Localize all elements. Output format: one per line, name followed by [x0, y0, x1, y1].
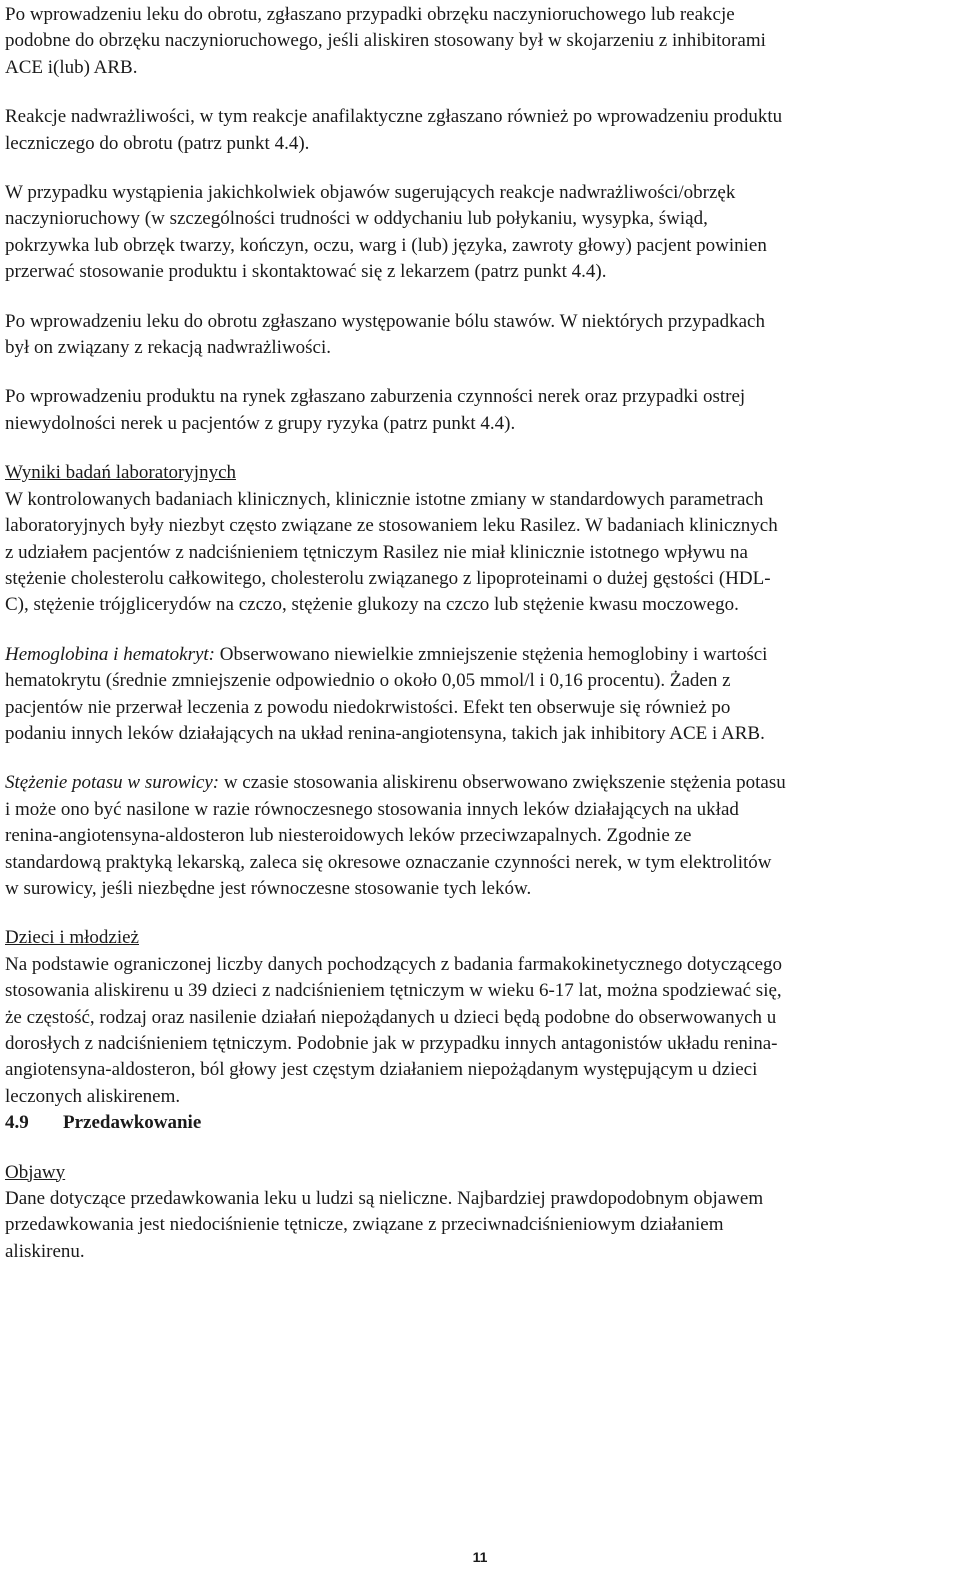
- text-line: Dane dotyczące przedawkowania leku u ludzi są nieliczne. Najbardziej prawdopodobnym objawem: [5, 1188, 764, 1210]
- text-line: ACE i(lub) ARB.: [5, 56, 138, 78]
- section-symptoms: [5, 1160, 953, 1266]
- text-line: pokrzywka lub obrzęk twarzy, kończyn, oczu, warg i (lub) języka, zawroty głowy) pacjent powinien: [5, 234, 767, 256]
- text-line: pacjentów nie przerwał leczenia z powodu niedokrwistości. Efekt ten obserwuje się również po: [5, 696, 731, 718]
- text-line: laboratoryjnych były niezbyt często związane ze stosowaniem leku Rasilez. W badaniach klinicznych: [5, 515, 778, 537]
- text-line: Po wprowadzeniu produktu na rynek zgłaszano zaburzenia czynności nerek oraz przypadki ostrej: [5, 386, 746, 408]
- document-page: [5, 0, 953, 1265]
- paragraph-symptoms-advice: [5, 180, 953, 286]
- potassium-label: Stężenie potasu w surowicy:: [5, 772, 220, 794]
- text-line: leczniczego do obrotu (patrz punkt 4.4).: [5, 132, 310, 154]
- text-line: angiotensyna-aldosteron, ból głowy jest częstym działaniem niepożądanym występującym u dzieci: [5, 1059, 758, 1081]
- section-children: [5, 925, 953, 1110]
- section-heading-overdose: [5, 1110, 953, 1136]
- potassium-first-line: w czasie stosowania aliskirenu obserwowano zwiększenie stężenia potasu: [219, 772, 786, 794]
- children-heading: Dzieci i młodzież: [5, 927, 139, 949]
- symptoms-heading: Objawy: [5, 1161, 66, 1183]
- text-line: Po wprowadzeniu leku do obrotu zgłaszano występowanie bólu stawów. W niektórych przypadkach: [5, 310, 765, 332]
- hemoglobin-label: Hemoglobina i hematokryt:: [5, 643, 216, 665]
- text-line: z udziałem pacjentów z nadciśnieniem tętniczym Rasilez nie miał klinicznie istotnego wpływu na: [5, 541, 748, 563]
- paragraph-hypersensitivity: [5, 104, 953, 157]
- text-line: w surowicy, jeśli niezbędne jest równoczesne stosowanie tych leków.: [5, 877, 532, 899]
- paragraph-renal: [5, 384, 953, 437]
- section-title: Przedawkowanie: [63, 1112, 202, 1134]
- text-line: że częstość, rodzaj oraz nasilenie działań niepożądanych u dzieci będą podobne do obserwowanych u: [5, 1006, 777, 1028]
- text-line: stężenie cholesterolu całkowitego, cholesterolu związanego z lipoproteinami o dużej gęstości (HDL-: [5, 567, 771, 589]
- paragraph-angioedema: [5, 2, 953, 81]
- text-line: leczonych aliskirenem.: [5, 1085, 181, 1107]
- hemoglobin-first-line: Obserwowano niewielkie zmniejszenie stężenia hemoglobiny i wartości: [215, 643, 768, 665]
- text-line: [5, 642, 953, 668]
- text-line: podaniu innych leków działających na układ renina-angiotensyna, takich jak inhibitory ACE i ARB.: [5, 722, 765, 744]
- text-line: przedawkowania jest niedociśnienie tętnicze, związane z przeciwnadciśnieniowym działaniem: [5, 1214, 724, 1236]
- text-line: stosowania aliskirenu u 39 dzieci z nadciśnieniem tętniczym w wieku 6-17 lat, można spodziewać się,: [5, 980, 782, 1002]
- section-lab-results: [5, 460, 953, 618]
- text-line: naczynioruchowy (w szczególności trudności w oddychaniu lub połykaniu, wysypka, świąd,: [5, 208, 708, 230]
- lab-results-heading: Wyniki badań laboratoryjnych: [5, 462, 237, 484]
- text-line: Na podstawie ograniczonej liczby danych pochodzących z badania farmakokinetycznego dotyczącego: [5, 953, 783, 975]
- text-line: aliskirenu.: [5, 1240, 85, 1262]
- section-number: 4.9: [5, 1112, 29, 1134]
- text-line: dorosłych z nadciśnieniem tętniczym. Podobnie jak w przypadku innych antagonistów układu renina-: [5, 1033, 778, 1054]
- text-line: był on związany z rekacją nadwrażliwości.: [5, 337, 332, 359]
- text-line: W przypadku wystąpienia jakichkolwiek objawów sugerujących reakcje nadwrażliwości/obrzęk: [5, 182, 736, 204]
- text-line: [5, 770, 953, 796]
- paragraph-hemoglobin: [5, 642, 953, 748]
- text-line: hematokrytu (średnie zmniejszenie odpowiednio o około 0,05 mmol/l i 0,16 procentu). Żaden z: [5, 670, 731, 692]
- text-line: Po wprowadzeniu leku do obrotu, zgłaszano przypadki obrzęku naczynioruchowego lub reakcje: [5, 4, 735, 25]
- text-line: C), stężenie trójglicerydów na czczo, stężenie glukozy na czczo lub stężenie kwasu moczowego.: [5, 594, 739, 616]
- text-line: niewydolności nerek u pacjentów z grupy ryzyka (patrz punkt 4.4).: [5, 412, 516, 434]
- paragraph-arthralgia: [5, 309, 953, 362]
- text-line: przerwać stosowanie produktu i skontaktować się z lekarzem (patrz punkt 4.4).: [5, 261, 607, 283]
- page-number: 11: [472, 1549, 488, 1565]
- text-line: i może ono być nasilone w razie równoczesnego stosowania innych leków działających na układ: [5, 798, 739, 820]
- text-line: podobne do obrzęku naczynioruchowego, jeśli aliskiren stosowany był w skojarzeniu z inhibitorami: [5, 30, 766, 52]
- text-line: standardową praktyką lekarską, zaleca się okresowe oznaczanie czynności nerek, w tym elektrolitów: [5, 851, 772, 873]
- paragraph-potassium: [5, 770, 953, 902]
- text-line: renina-angiotensyna-aldosteron lub niesteroidowych leków przeciwzapalnych. Zgodnie ze: [5, 825, 692, 847]
- text-line: W kontrolowanych badaniach klinicznych, klinicznie istotne zmiany w standardowych parametrach: [5, 488, 764, 510]
- text-line: Reakcje nadwrażliwości, w tym reakcje anafilaktyczne zgłaszano również po wprowadzeniu produktu: [5, 106, 783, 128]
